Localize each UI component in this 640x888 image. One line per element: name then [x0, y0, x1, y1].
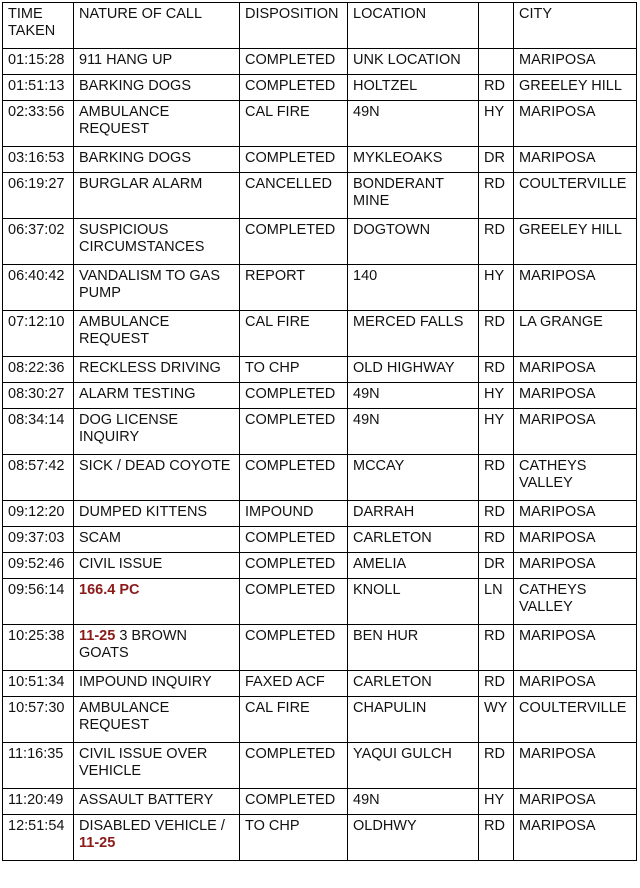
nature-text: ASSAULT BATTERY — [79, 792, 214, 808]
city-cell: GREELEY HILL — [514, 75, 637, 101]
suffix-cell: RD — [479, 455, 514, 501]
time-cell: 02:33:56 — [3, 101, 74, 147]
suffix-cell: RD — [479, 75, 514, 101]
location-cell: OLDHWY — [348, 815, 479, 861]
nature-text: AMBULANCE REQUEST — [79, 700, 170, 733]
city-cell: MARIPOSA — [514, 743, 637, 789]
suffix-cell: RD — [479, 311, 514, 357]
location-cell: CARLETON — [348, 527, 479, 553]
nature-text: AMBULANCE REQUEST — [79, 314, 170, 347]
table-row — [3, 697, 637, 743]
nature-cell — [74, 357, 240, 383]
location-cell: 49N — [348, 409, 479, 455]
table-row — [3, 409, 637, 455]
nature-cell — [74, 553, 240, 579]
table-row — [3, 75, 637, 101]
disposition-cell: CANCELLED — [240, 173, 348, 219]
table-row — [3, 357, 637, 383]
location-cell: BEN HUR — [348, 625, 479, 671]
nature-cell — [74, 743, 240, 789]
location-cell: CARLETON — [348, 671, 479, 697]
disposition-cell: CAL FIRE — [240, 311, 348, 357]
nature-cell — [74, 147, 240, 173]
table-row — [3, 501, 637, 527]
disposition-cell: IMPOUND — [240, 501, 348, 527]
suffix-cell: RD — [479, 815, 514, 861]
location-cell: 49N — [348, 101, 479, 147]
nature-cell — [74, 173, 240, 219]
nature-text: RECKLESS DRIVING — [79, 360, 221, 376]
header-disposition: DISPOSITION — [240, 3, 348, 49]
city-cell: CATHEYS VALLEY — [514, 579, 637, 625]
suffix-cell: DR — [479, 553, 514, 579]
city-cell: GREELEY HILL — [514, 219, 637, 265]
nature-text: BARKING DOGS — [79, 150, 191, 166]
suffix-cell: LN — [479, 579, 514, 625]
city-cell: MARIPOSA — [514, 527, 637, 553]
time-cell: 09:52:46 — [3, 553, 74, 579]
location-cell: CHAPULIN — [348, 697, 479, 743]
time-cell: 10:51:34 — [3, 671, 74, 697]
suffix-cell: DR — [479, 147, 514, 173]
nature-text: ALARM TESTING — [79, 386, 196, 402]
location-cell: MYKLEOAKS — [348, 147, 479, 173]
nature-cell — [74, 101, 240, 147]
suffix-cell: HY — [479, 409, 514, 455]
nature-cell — [74, 789, 240, 815]
city-cell: LA GRANGE — [514, 311, 637, 357]
table-row — [3, 553, 637, 579]
suffix-cell: HY — [479, 101, 514, 147]
time-cell: 10:25:38 — [3, 625, 74, 671]
disposition-cell: FAXED ACF — [240, 671, 348, 697]
suffix-cell: HY — [479, 383, 514, 409]
nature-cell — [74, 311, 240, 357]
nature-text: AMBULANCE REQUEST — [79, 104, 170, 137]
header-nature-of-call: NATURE OF CALL — [74, 3, 240, 49]
suffix-cell: RD — [479, 357, 514, 383]
city-cell: MARIPOSA — [514, 789, 637, 815]
table-row — [3, 743, 637, 789]
time-cell: 03:16:53 — [3, 147, 74, 173]
table-row — [3, 101, 637, 147]
time-cell: 08:22:36 — [3, 357, 74, 383]
suffix-cell: RD — [479, 625, 514, 671]
call-log-body — [3, 49, 637, 861]
table-row — [3, 815, 637, 861]
time-cell: 09:56:14 — [3, 579, 74, 625]
location-cell: YAQUI GULCH — [348, 743, 479, 789]
location-cell: BONDERANT MINE — [348, 173, 479, 219]
city-cell: MARIPOSA — [514, 815, 637, 861]
location-cell: AMELIA — [348, 553, 479, 579]
nature-text: CIVIL ISSUE — [79, 556, 163, 572]
suffix-cell: WY — [479, 697, 514, 743]
nature-cell — [74, 579, 240, 625]
nature-text: SICK / DEAD COYOTE — [79, 458, 231, 474]
table-row — [3, 527, 637, 553]
city-cell: COULTERVILLE — [514, 697, 637, 743]
city-cell: CATHEYS VALLEY — [514, 455, 637, 501]
table-row — [3, 265, 637, 311]
suffix-cell: HY — [479, 265, 514, 311]
nature-cell — [74, 49, 240, 75]
disposition-cell: CAL FIRE — [240, 101, 348, 147]
time-cell: 11:20:49 — [3, 789, 74, 815]
nature-cell — [74, 75, 240, 101]
time-cell: 01:51:13 — [3, 75, 74, 101]
time-cell: 11:16:35 — [3, 743, 74, 789]
disposition-cell: COMPLETED — [240, 49, 348, 75]
location-cell: 49N — [348, 789, 479, 815]
time-cell: 09:12:20 — [3, 501, 74, 527]
city-cell: MARIPOSA — [514, 383, 637, 409]
city-cell: MARIPOSA — [514, 409, 637, 455]
table-row — [3, 671, 637, 697]
table-row — [3, 173, 637, 219]
nature-text: VANDALISM TO GAS PUMP — [79, 268, 221, 301]
nature-cell — [74, 625, 240, 671]
nature-text: DUMPED KITTENS — [79, 504, 208, 520]
suffix-cell: RD — [479, 671, 514, 697]
location-cell: 49N — [348, 383, 479, 409]
location-cell: MERCED FALLS — [348, 311, 479, 357]
nature-cell — [74, 671, 240, 697]
city-cell: MARIPOSA — [514, 625, 637, 671]
time-cell: 07:12:10 — [3, 311, 74, 357]
nature-cell — [74, 409, 240, 455]
location-cell: KNOLL — [348, 579, 479, 625]
nature-text: 3 BROWN GOATS — [79, 628, 187, 661]
code-highlight: 166.4 PC — [79, 582, 140, 598]
disposition-cell: TO CHP — [240, 357, 348, 383]
time-cell: 10:57:30 — [3, 697, 74, 743]
city-cell: MARIPOSA — [514, 265, 637, 311]
suffix-cell: RD — [479, 527, 514, 553]
code-highlight: 11-25 — [79, 628, 116, 644]
code-highlight: 11-25 — [79, 835, 116, 851]
disposition-cell: COMPLETED — [240, 789, 348, 815]
city-cell: COULTERVILLE — [514, 173, 637, 219]
disposition-cell: COMPLETED — [240, 147, 348, 173]
nature-text: BURGLAR ALARM — [79, 176, 203, 192]
nature-text: CIVIL ISSUE OVER VEHICLE — [79, 746, 208, 779]
city-cell: MARIPOSA — [514, 101, 637, 147]
time-cell: 06:40:42 — [3, 265, 74, 311]
city-cell: MARIPOSA — [514, 553, 637, 579]
nature-text: IMPOUND INQUIRY — [79, 674, 212, 690]
location-cell: 140 — [348, 265, 479, 311]
disposition-cell: REPORT — [240, 265, 348, 311]
nature-text: SCAM — [79, 530, 121, 546]
time-cell: 08:34:14 — [3, 409, 74, 455]
time-cell: 08:57:42 — [3, 455, 74, 501]
time-cell: 01:15:28 — [3, 49, 74, 75]
suffix-cell: HY — [479, 789, 514, 815]
disposition-cell: COMPLETED — [240, 625, 348, 671]
nature-text: SUSPICIOUS CIRCUMSTANCES — [79, 222, 205, 255]
table-row — [3, 219, 637, 265]
disposition-cell: COMPLETED — [240, 527, 348, 553]
nature-cell — [74, 697, 240, 743]
suffix-cell: RD — [479, 501, 514, 527]
table-row — [3, 579, 637, 625]
time-cell: 09:37:03 — [3, 527, 74, 553]
table-row — [3, 383, 637, 409]
disposition-cell: COMPLETED — [240, 455, 348, 501]
suffix-cell: RD — [479, 219, 514, 265]
location-cell: OLD HIGHWAY — [348, 357, 479, 383]
disposition-cell: COMPLETED — [240, 743, 348, 789]
table-row — [3, 789, 637, 815]
table-row — [3, 311, 637, 357]
nature-cell — [74, 527, 240, 553]
time-cell: 06:37:02 — [3, 219, 74, 265]
time-cell: 06:19:27 — [3, 173, 74, 219]
disposition-cell: TO CHP — [240, 815, 348, 861]
location-cell: MCCAY — [348, 455, 479, 501]
disposition-cell: COMPLETED — [240, 579, 348, 625]
disposition-cell: COMPLETED — [240, 75, 348, 101]
disposition-cell: CAL FIRE — [240, 697, 348, 743]
suffix-cell: RD — [479, 173, 514, 219]
table-row — [3, 625, 637, 671]
table-row — [3, 49, 637, 75]
location-cell: DOGTOWN — [348, 219, 479, 265]
disposition-cell: COMPLETED — [240, 219, 348, 265]
header-row — [3, 3, 637, 49]
header-city: CITY — [514, 3, 637, 49]
city-cell: MARIPOSA — [514, 357, 637, 383]
time-cell: 12:51:54 — [3, 815, 74, 861]
location-cell: DARRAH — [348, 501, 479, 527]
city-cell: MARIPOSA — [514, 147, 637, 173]
nature-cell — [74, 455, 240, 501]
disposition-cell: COMPLETED — [240, 553, 348, 579]
location-cell: UNK LOCATION — [348, 49, 479, 75]
nature-cell — [74, 265, 240, 311]
table-row — [3, 455, 637, 501]
nature-text: 911 HANG UP — [79, 52, 173, 68]
nature-text: DOG LICENSE INQUIRY — [79, 412, 179, 445]
nature-text: DISABLED VEHICLE / — [79, 818, 225, 834]
nature-cell — [74, 501, 240, 527]
nature-cell — [74, 815, 240, 861]
suffix-cell — [479, 49, 514, 75]
city-cell: MARIPOSA — [514, 501, 637, 527]
time-cell: 08:30:27 — [3, 383, 74, 409]
nature-cell — [74, 219, 240, 265]
city-cell: MARIPOSA — [514, 49, 637, 75]
disposition-cell: COMPLETED — [240, 383, 348, 409]
nature-cell — [74, 383, 240, 409]
header-suffix — [479, 3, 514, 49]
disposition-cell: COMPLETED — [240, 409, 348, 455]
location-cell: HOLTZEL — [348, 75, 479, 101]
call-log-table — [2, 2, 637, 861]
table-row — [3, 147, 637, 173]
nature-text: BARKING DOGS — [79, 78, 191, 94]
header-location: LOCATION — [348, 3, 479, 49]
header-time-taken: TIME TAKEN — [3, 3, 74, 49]
suffix-cell: RD — [479, 743, 514, 789]
city-cell: MARIPOSA — [514, 671, 637, 697]
